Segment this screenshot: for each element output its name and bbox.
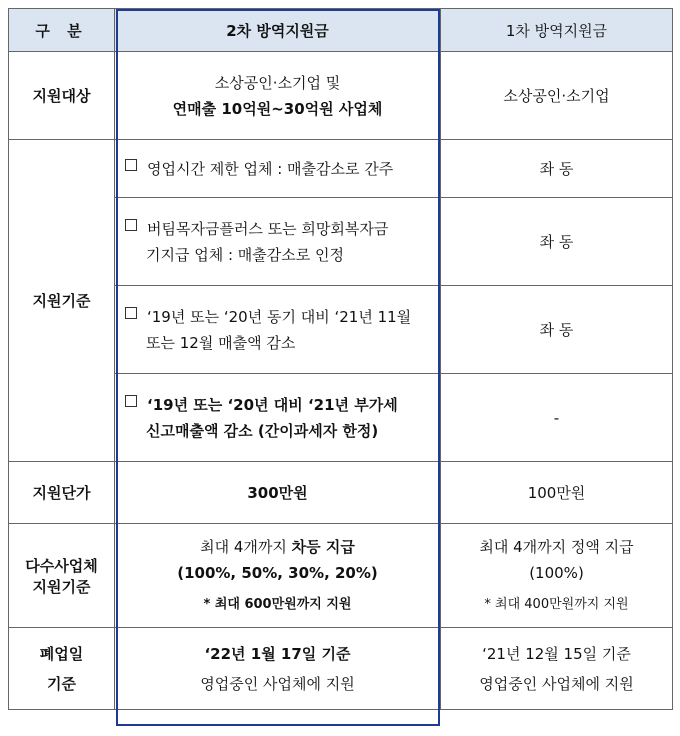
multi-label-line2: 지원기준 (32, 577, 91, 596)
criteria-first-4: - (441, 374, 673, 462)
criteria-first-2: 좌 동 (441, 198, 673, 286)
criteria-item-3 (115, 286, 441, 374)
comparison-table (8, 8, 673, 710)
square-bullet-icon (125, 395, 137, 407)
multi-second-line2: (100%, 50%, 30%, 20%) (177, 563, 378, 582)
square-bullet-icon (125, 219, 137, 231)
multi-second-note: * 최대 600만원까지 지원 (203, 596, 352, 612)
square-bullet-icon (125, 307, 137, 319)
criteria-first-1: 좌 동 (441, 140, 673, 198)
header-row (9, 9, 673, 52)
criteria-item-4-line1: ‘19년 또는 ‘20년 대비 ‘21년 부가세 (147, 395, 398, 414)
multi-label (9, 524, 115, 628)
multi-first-line1: 최대 4개까지 정액 지급 (479, 537, 634, 556)
closure-label (9, 628, 115, 710)
unit-label: 지원단가 (9, 462, 115, 524)
criteria-item-1 (115, 140, 441, 198)
target-second-line2: 연매출 10억원~30억원 사업체 (172, 99, 383, 118)
multi-label-line1: 다수사업체 (25, 556, 98, 575)
closure-second (115, 628, 441, 710)
criteria-label: 지원기준 (9, 140, 115, 462)
multi-first-line2: (100%) (529, 563, 584, 582)
multi-second-line1-bold: 차등 지급 (291, 537, 355, 556)
criteria-first-3: 좌 동 (441, 286, 673, 374)
closure-first-line1: ‘21년 12월 15일 기준 (482, 644, 631, 663)
header-category: 구 분 (9, 9, 115, 52)
closure-label-line1: 폐업일 (39, 644, 84, 663)
multi-second (115, 524, 441, 628)
criteria-item-3-line2: 또는 12월 매출액 감소 (146, 333, 296, 352)
criteria-item-4 (115, 374, 441, 462)
target-first: 소상공인·소기업 (441, 52, 673, 140)
multi-row (9, 524, 673, 628)
multi-first (441, 524, 673, 628)
criteria-row-1 (9, 140, 673, 198)
unit-first: 100만원 (441, 462, 673, 524)
target-second (115, 52, 441, 140)
unit-second: 300만원 (115, 462, 441, 524)
multi-second-line1-prefix: 최대 4개까지 (200, 537, 292, 556)
target-label: 지원대상 (9, 52, 115, 140)
criteria-item-2-line2: 기지급 업체 : 매출감소로 인정 (146, 245, 345, 264)
criteria-item-2-line1: 버팀목자금플러스 또는 희망회복자금 (147, 219, 389, 238)
criteria-item-4-line2: 신고매출액 감소 (간이과세자 한정) (146, 421, 379, 440)
multi-second-line1 (115, 534, 440, 560)
target-second-line1: 소상공인·소기업 및 (214, 73, 341, 92)
criteria-item-2 (115, 198, 441, 286)
header-second-round: 2차 방역지원금 (115, 9, 441, 52)
header-first-round: 1차 방역지원금 (441, 9, 673, 52)
closure-label-line2: 기준 (47, 674, 76, 693)
unit-row (9, 462, 673, 524)
criteria-item-1-line1: 영업시간 제한 업체 : 매출감소로 간주 (147, 159, 394, 178)
closure-first (441, 628, 673, 710)
closure-second-line1: ‘22년 1월 17일 기준 (204, 644, 351, 663)
closure-second-line2: 영업중인 사업체에 지원 (200, 674, 355, 693)
multi-first-note: * 최대 400만원까지 지원 (484, 596, 629, 612)
closure-row (9, 628, 673, 710)
target-row (9, 52, 673, 140)
square-bullet-icon (125, 159, 137, 171)
closure-first-line2: 영업중인 사업체에 지원 (479, 674, 634, 693)
criteria-item-3-line1: ‘19년 또는 ‘20년 동기 대비 ‘21년 11월 (147, 307, 412, 326)
